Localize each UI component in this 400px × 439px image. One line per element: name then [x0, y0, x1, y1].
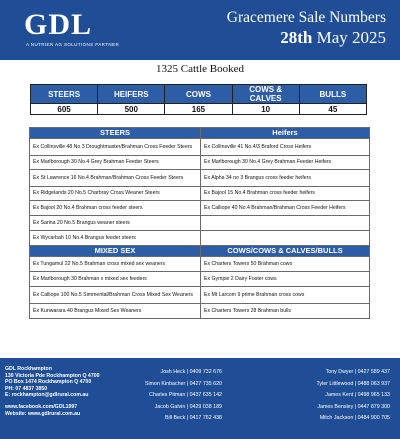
agent-contact: James Kent | 0498 965 133: [325, 392, 390, 399]
steers-entry: Ex St Lawrence 16 No.4 Brahman/Brahman Cross Feeder Steers: [30, 170, 201, 187]
heifers-entry: [201, 231, 370, 246]
steers-entry: Ex Wycarbah 10 No.4 Brangus feeder steers: [30, 231, 201, 246]
logo-tagline: A NUTRIEN AG SOLUTIONS PARTNER: [26, 42, 120, 47]
sale-date-day: 28th: [280, 28, 313, 47]
cows-entry: Ex Charters Towers 50 Brahman cows: [201, 257, 370, 272]
heifers-entry: Ex Bajool 15 No.4 Brahman cross feeder heifers: [201, 187, 370, 201]
agent-contact: Josh Heck | 0409 732 676: [160, 369, 222, 375]
table-row: [30, 201, 370, 216]
table-row: [30, 287, 370, 304]
mixed-sex-entry: Ex Kunwarara 40 Brangus Mixed Sex Weaners: [30, 304, 201, 319]
cows-entry: Ex Gympie 2 Dairy Foster cows: [201, 272, 370, 287]
logo-wordmark: GDL: [24, 8, 93, 41]
steers-entry: Ex Collinsville 48 No.3 Droughtmaster/Brahman Cross Feeder Steers: [30, 139, 201, 156]
postal-address: PO Box 1474 Rockhampton Q 4700: [5, 379, 92, 386]
steers-entry: Ex Marlborough 30 No.4 Grey Brahman Feeder Steers: [30, 156, 201, 170]
summary-table: [30, 84, 367, 115]
table-row: [30, 257, 370, 272]
summary-value-cell: 45: [299, 104, 366, 115]
summary-value-cell: 10: [232, 104, 299, 115]
page-title: Gracemere Sale Numbers: [226, 9, 386, 26]
steers-entry: Ex Bajool 20 No.4 Brahman cross feeder steers: [30, 201, 201, 216]
agent-contact: Mitch Jackson | 0484 900 705: [319, 415, 390, 422]
table-row: [30, 170, 370, 187]
mixed-sex-entry: Ex Tungamul 22 No.5 Brahman cross mixed sex weaners: [30, 257, 201, 272]
agent-contacts-column-1: [145, 367, 222, 425]
street-address: 130 Victoria Pde Rockhampton Q 4700: [5, 372, 100, 379]
steers-entry: Ex Sarina 20 No.5 Brangus weaner steers: [30, 216, 201, 231]
summary-header-cell: STEERS: [31, 85, 98, 104]
office-details: [5, 366, 99, 417]
cows-entry: Ex Mt Larcom 9 prime Brahman cross cows: [201, 287, 370, 304]
heifers-entry: Ex Marlborough 30 No.4 Grey Brahman Feeder Heifers: [201, 156, 370, 170]
cattle-booked-title: 1325 Cattle Booked: [156, 63, 244, 75]
agent-contacts-column-2: [316, 367, 390, 425]
agent-contact: Charles Pitman | 0437 635 142: [149, 392, 222, 399]
section-header-row: [30, 246, 370, 257]
office-name: GDL Rockhampton: [5, 366, 52, 372]
mixed-sex-entry: Ex Calliope 100 No.5 Simmental/Brahman Cross Mixed Sex Weaners: [30, 287, 201, 304]
heifers-entry: Ex Calliope 40 No.4 Brahman/Brahman Cross Feeder Heifers: [201, 201, 370, 216]
summary-value-cell: 605: [31, 104, 98, 115]
heifers-entry: Ex Collinsville 41 No.4/3 Braford Cross Heifers: [201, 139, 370, 156]
sale-date: [280, 28, 386, 48]
facebook-link[interactable]: www.facebook.com/GDL1997: [5, 403, 78, 410]
summary-value-cell: 500: [98, 104, 165, 115]
agent-contact: Simon Kinbacher | 0427 735 620: [144, 380, 222, 387]
agent-contact: Bill Beck | 0417 762 438: [164, 415, 222, 422]
website-link[interactable]: Website: www.gdlrural.com.au: [5, 410, 81, 417]
table-row: [30, 304, 370, 319]
summary-header-cell: COWS & CALVES: [232, 85, 299, 104]
table-row: [30, 231, 370, 246]
summary-header-cell: COWS: [165, 85, 232, 104]
table-row: [30, 272, 370, 287]
agent-contact: Tony Dwyer | 0427 589 437: [325, 369, 390, 375]
cows-entry: Ex Charters Towers 28 Brahman bulls: [201, 304, 370, 319]
table-row: [30, 156, 370, 170]
agent-contact: Tyler Littlewood | 0488 063 937: [316, 380, 390, 387]
summary-header-cell: HEIFERS: [98, 85, 165, 104]
summary-value-row: [31, 104, 367, 115]
summary-value-cell: 165: [165, 104, 232, 115]
mixed-sex-entry: Ex Marlborough 30 Brahman x mixed sex feeders: [30, 272, 201, 287]
mixed-sex-heading: MIXED SEX: [30, 246, 201, 257]
steers-heading: STEERS: [30, 128, 201, 139]
heifers-entry: [201, 216, 370, 231]
section-header-row: [30, 128, 370, 139]
cattle-listing-table: [29, 127, 370, 319]
cows-calves-bulls-heading: COWS/COWS & CALVES/BULLS: [201, 246, 370, 257]
heifers-heading: Heifers: [201, 128, 370, 139]
gdl-logo: [24, 8, 134, 48]
table-row: [30, 187, 370, 201]
office-phone: PH: 07 4837 3850: [5, 385, 48, 392]
table-row: [30, 216, 370, 231]
office-email[interactable]: E: rockhampton@gdlrural.com.au: [5, 392, 89, 399]
page-footer: [0, 358, 400, 439]
summary-header-row: [31, 85, 367, 104]
summary-header-cell: BULLS: [299, 85, 366, 104]
table-row: [30, 139, 370, 156]
agent-contact: James Bensley | 0447 879 300: [317, 403, 390, 410]
agent-contact: Jacob Galvin | 0429 038 189: [154, 403, 222, 410]
sale-date-month-year: May 2025: [312, 28, 386, 47]
heifers-entry: Ex Alpha 34 no 3 Brangus cross feeder heifers: [201, 170, 370, 187]
page-header: [0, 0, 400, 60]
steers-entry: Ex Ridgelands 20 No.5 Charbray Cross Weaner Steers: [30, 187, 201, 201]
